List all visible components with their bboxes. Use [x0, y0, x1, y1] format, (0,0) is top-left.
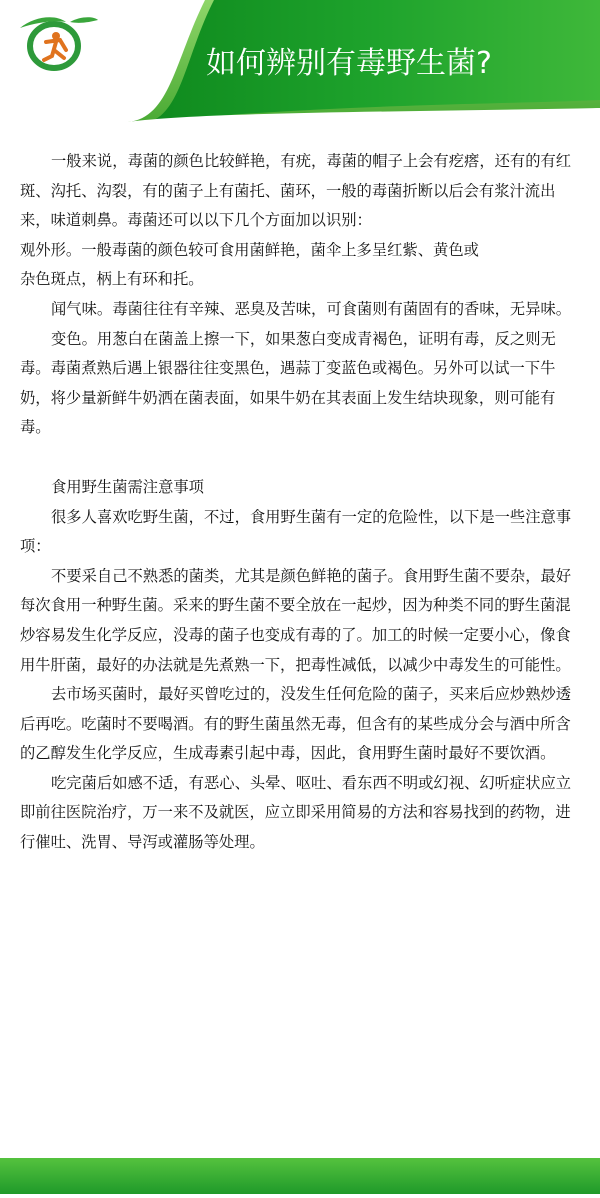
paragraph: 杂色斑点，柄上有环和托。 — [20, 270, 204, 289]
paragraph: 去市场买菌时，最好买曾吃过的，没发生任何危险的菌子，买来后应炒熟炒透后再吃。吃菌时不要喝酒。有的野生菌虽然无毒，但含有的某些成分会与酒中所含的乙醇发生化学反应，生成毒素引起中毒，因此，食用野生菌时最好不要饮酒。 — [20, 685, 572, 763]
paragraph: 很多人喜欢吃野生菌，不过，食用野生菌有一定的危险性，以下是一些注意事项： — [20, 507, 572, 556]
paragraph: 食用野生菌需注意事项 — [51, 477, 204, 496]
paragraph: 观外形。一般毒菌的颜色较可食用菌鲜艳，菌伞上多呈红紫、黄色或 — [20, 240, 479, 259]
logo-icon — [14, 10, 100, 74]
paragraph: 一般来说，毒菌的颜色比较鲜艳，有疣，毒菌的帽子上会有疙瘩，还有的有红斑、沟托、沟裂，有的菌子上有菌托、菌环，一般的毒菌折断以后会有浆汁流出来，味道刺鼻。毒菌还可以以下几个方面加以识别： — [20, 152, 572, 230]
header-banner — [0, 0, 600, 122]
page-title: 如何辨别有毒野生菌? — [206, 46, 492, 81]
footer-bar — [0, 1158, 600, 1194]
paragraph: 闻气味。毒菌往往有辛辣、恶臭及苦味，可食菌则有菌固有的香味，无异味。 — [51, 299, 572, 318]
paragraph: 变色。用葱白在菌盖上擦一下，如果葱白变成青褐色，证明有毒，反之则无毒。毒菌煮熟后遇上银器往往变黑色，遇蒜丁变蓝色或褐色。另外可以试一下牛奶，将少量新鲜牛奶洒在菌表面，如果牛奶在其表面上发生结块现象，则可能有毒。 — [20, 329, 556, 437]
paragraph: 不要采自己不熟悉的菌类，尤其是颜色鲜艳的菌子。食用野生菌不要杂，最好每次食用一种野生菌。采来的野生菌不要全放在一起炒，因为种类不同的野生菌混炒容易发生化学反应，没毒的菌子也变成有毒的了。加工的时候一定要小心，像食用牛肝菌，最好的办法就是先煮熟一下，把毒性减低，以减少中毒发生的可能性。 — [20, 566, 572, 674]
article-body — [20, 147, 576, 858]
paragraph: 吃完菌后如感不适，有恶心、头晕、呕吐、看东西不明或幻视、幻听症状应立即前往医院治疗，万一来不及就医，应立即采用简易的方法和容易找到的药物，进行催吐、洗胃、导泻或灌肠等处理。 — [20, 773, 572, 852]
paragraph-gap — [20, 443, 576, 473]
